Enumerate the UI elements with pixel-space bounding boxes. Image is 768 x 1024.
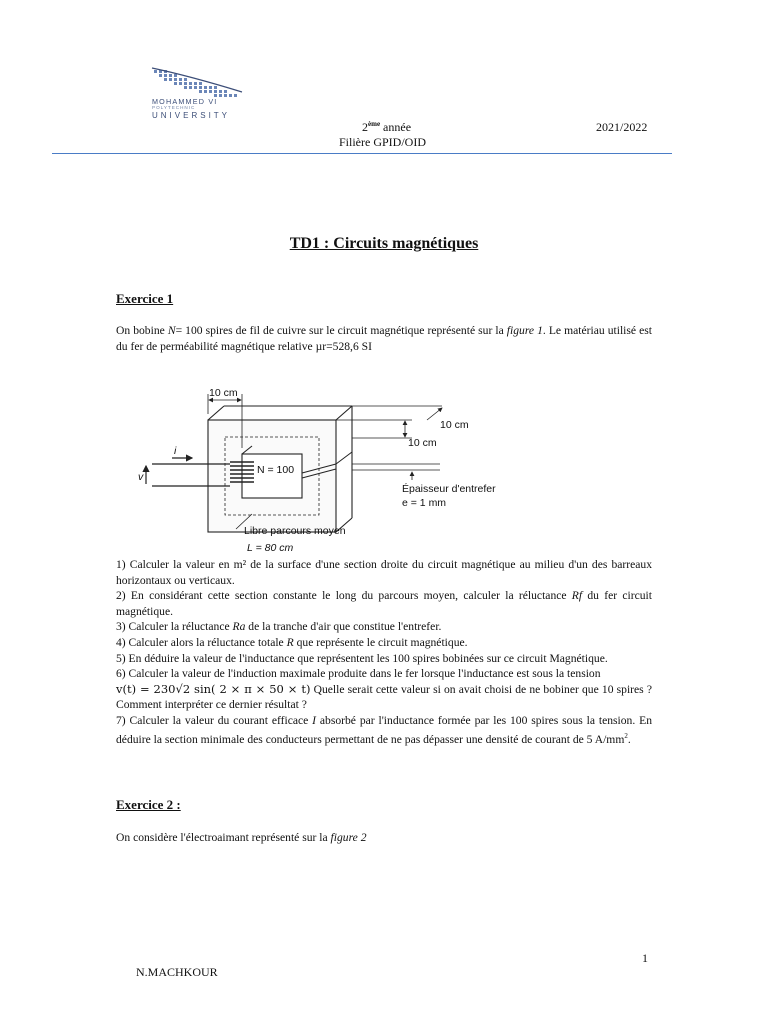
- exercise-2-heading: Exercice 2 :: [116, 797, 181, 812]
- document-title: TD1 : Circuits magnétiques: [289, 235, 479, 252]
- logo-wordmark: [152, 98, 242, 120]
- figure-path-label: Libre parcours moyen: [244, 525, 346, 537]
- logo-line-3: UNIVERSITY: [152, 110, 231, 120]
- question-5: 5) En déduire la valeur de l'inductance que représentent les 100 spires bobinées sur ce circuit Magnétique.: [116, 651, 608, 665]
- figure-gap-value: e = 1 mm: [402, 497, 447, 509]
- question-3: 3) Calculer la réluctance Ra de la tranche d'air que constitue l'entrefer.: [116, 620, 442, 634]
- exercise-1-heading: Exercice 1: [116, 291, 174, 306]
- figure-path-value: L = 80 cm: [247, 542, 294, 554]
- question-2: 2) En considérant cette section constante le long du parcours moyen, calculer la réluctance Rf du fer circuit magnétique.: [116, 589, 652, 618]
- figure-voltage-label: v: [138, 471, 144, 483]
- figure-turns-label: N = 100: [257, 464, 295, 476]
- question-7: 7) Calculer la valeur du courant efficace I absorbé par l'inductance formée par les 100 spires sous la tension. En déduire la section minimale des conducteurs permettant de ne pas dépasser une densité de courant de 5 $A/mm^2$.: [116, 713, 653, 746]
- magnetic-circuit-figure: [112, 384, 512, 556]
- exercise-2-intro: On considère l'électroaimant représenté sur la figure 2: [116, 831, 367, 844]
- figure-dim-top: 10 cm: [209, 387, 238, 399]
- logo-line-2: POLYTECHNIC: [152, 105, 196, 111]
- study-year: 2ème année: [362, 120, 412, 134]
- figure-gap-label: Épaisseur d'entrefer: [402, 483, 496, 495]
- question-4: 4) Calculer alors la réluctance totale R que représente le circuit magnétique.: [116, 635, 468, 649]
- question-1: 1) Calculer la valeur en m² de la surface d'une section droite du circuit magnétique au milieu d'un des barreaux horizontaux ou verticaux.: [116, 558, 652, 587]
- logo-line-1: MOHAMMED VI: [152, 97, 218, 106]
- question-6: 6) Calculer la valeur de l'induction maximale produite dans le fer lorsque l'inductance est sous la tension v(t) = 230√2 sin( 2 × π × 50 × t) Quelle serait cette valeur si on avait choisi de ne bobiner que 10 spires ? Comment interpréter ce dernier résultat ?: [116, 667, 652, 712]
- author-name: N.MACHKOUR: [136, 965, 218, 979]
- exercise-1-questions: [116, 557, 652, 747]
- page-number: 1: [642, 951, 648, 965]
- academic-year: 2021/2022: [596, 120, 648, 134]
- figure-current-label: i: [174, 445, 177, 457]
- header-divider: [52, 153, 672, 154]
- figure-dim-depth: 10 cm: [440, 419, 469, 431]
- figure-dim-height: 10 cm: [408, 437, 437, 449]
- voltage-equation: v(t) = 230√2 sin( 2 × π × 50 × t): [116, 681, 311, 696]
- program-name: Filière GPID/OID: [339, 135, 426, 149]
- exercise-1-intro: On bobine N= 100 spires de fil de cuivre sur le circuit magnétique représenté sur la figure 1. Le matériau utilisé est du fer de perméabilité magnétique relative µr=528,6 SI: [116, 324, 652, 353]
